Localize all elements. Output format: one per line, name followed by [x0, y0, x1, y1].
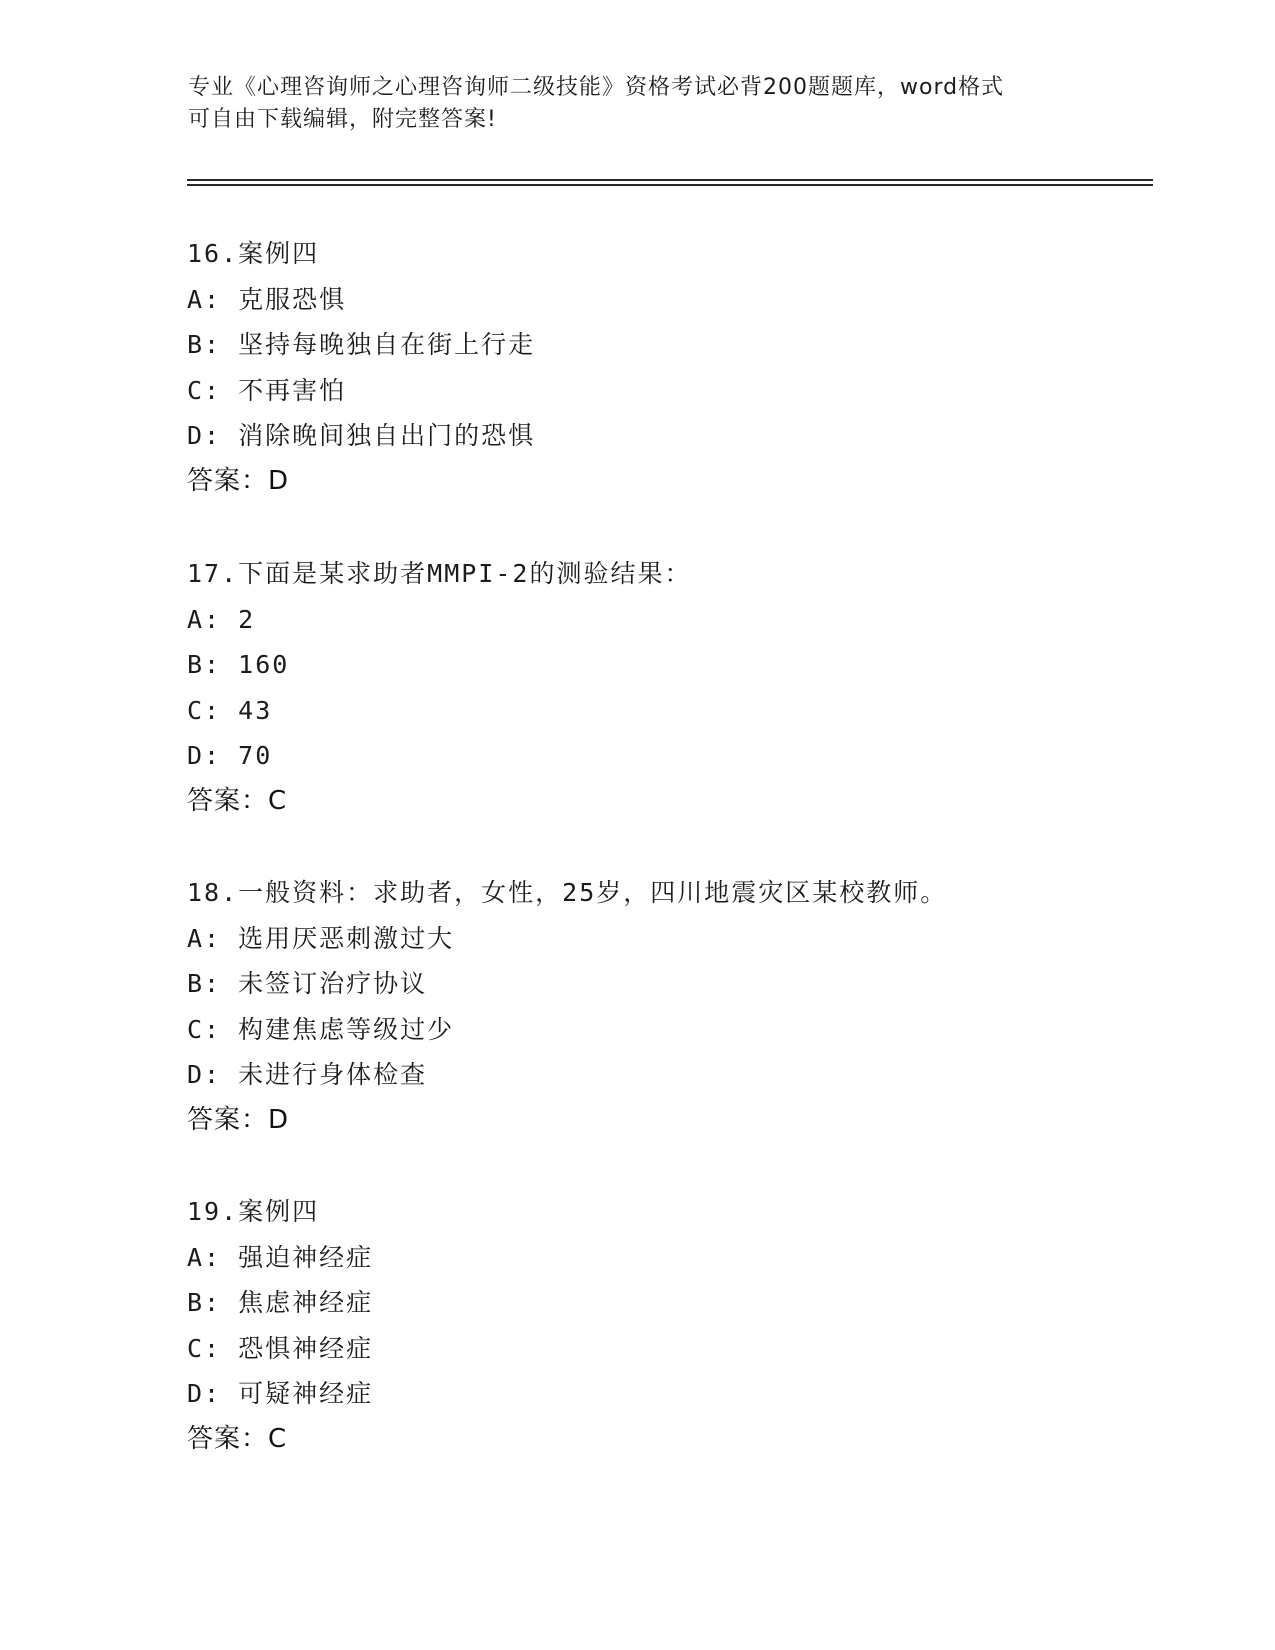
- option-a: [187, 277, 1147, 323]
- header-line-1: 专业《心理咨询师之心理咨询师二级技能》资格考试必背200题题库，word格式: [188, 75, 1005, 100]
- option-text: 克服恐惧: [238, 284, 347, 314]
- question-stem: 17.下面是某求助者MMPI-2的测验结果：: [187, 559, 692, 588]
- option-d: [187, 1052, 1147, 1098]
- option-d: [187, 1371, 1147, 1417]
- option-a: [187, 597, 1147, 643]
- option-letter: D:: [187, 421, 222, 450]
- option-text: 强迫神经症: [238, 1242, 374, 1272]
- option-letter: B:: [187, 650, 222, 679]
- option-letter: D:: [187, 1379, 222, 1408]
- option-text: 70: [238, 741, 273, 770]
- option-b: [187, 322, 1147, 368]
- option-letter: D:: [187, 741, 222, 770]
- header-divider-bottom: [187, 184, 1153, 186]
- question-stem: 19.案例四: [187, 1197, 320, 1226]
- option-text: 未签订治疗协议: [238, 969, 428, 998]
- option-letter: A:: [187, 1242, 222, 1272]
- option-text: 160: [238, 650, 290, 679]
- question-19: [187, 1189, 1147, 1462]
- question-17: [187, 551, 1147, 824]
- option-text: 43: [238, 695, 273, 725]
- option-text: 恐惧神经症: [238, 1333, 374, 1363]
- option-b: [187, 1280, 1147, 1326]
- option-c: [187, 1326, 1147, 1372]
- option-text: 未进行身体检查: [238, 1060, 428, 1089]
- option-letter: B:: [187, 1288, 222, 1317]
- option-text: 不再害怕: [238, 375, 347, 405]
- option-text: 2: [238, 604, 256, 634]
- option-text: 构建焦虑等级过少: [238, 1014, 455, 1044]
- option-text: 选用厌恶刺激过大: [238, 923, 455, 953]
- option-a: [187, 916, 1147, 962]
- document-header: [188, 72, 1088, 136]
- question-stem: 18.一般资料：求助者，女性，25岁，四川地震灾区某校教师。: [187, 878, 948, 907]
- option-text: 坚持每晚独自在街上行走: [238, 330, 536, 359]
- answer-line: 答案：D: [187, 465, 290, 496]
- option-letter: A:: [187, 923, 222, 953]
- answer-line: 答案：D: [187, 1104, 290, 1135]
- option-letter: B:: [187, 969, 222, 998]
- option-text: 可疑神经症: [238, 1379, 374, 1408]
- question-16: [187, 231, 1147, 504]
- option-b: [187, 961, 1147, 1007]
- answer-line: 答案：C: [187, 1423, 288, 1454]
- option-letter: C:: [187, 375, 222, 405]
- option-d: [187, 733, 1147, 779]
- header-divider-top: [187, 179, 1153, 181]
- option-b: [187, 642, 1147, 688]
- option-letter: D:: [187, 1060, 222, 1089]
- option-d: [187, 413, 1147, 459]
- answer-line: 答案：C: [187, 785, 288, 816]
- option-letter: C:: [187, 1014, 222, 1044]
- option-c: [187, 1007, 1147, 1053]
- option-c: [187, 368, 1147, 414]
- question-stem: 16.案例四: [187, 239, 320, 268]
- option-letter: B:: [187, 330, 222, 359]
- option-c: [187, 688, 1147, 734]
- option-letter: C:: [187, 1333, 222, 1363]
- option-text: 焦虑神经症: [238, 1288, 374, 1317]
- header-line-2: 可自由下载编辑，附完整答案!: [188, 107, 497, 132]
- option-letter: A:: [187, 284, 222, 314]
- option-a: [187, 1235, 1147, 1281]
- question-18: [187, 870, 1147, 1143]
- option-letter: A:: [187, 604, 222, 634]
- option-text: 消除晚间独自出门的恐惧: [238, 421, 536, 450]
- option-letter: C:: [187, 695, 222, 725]
